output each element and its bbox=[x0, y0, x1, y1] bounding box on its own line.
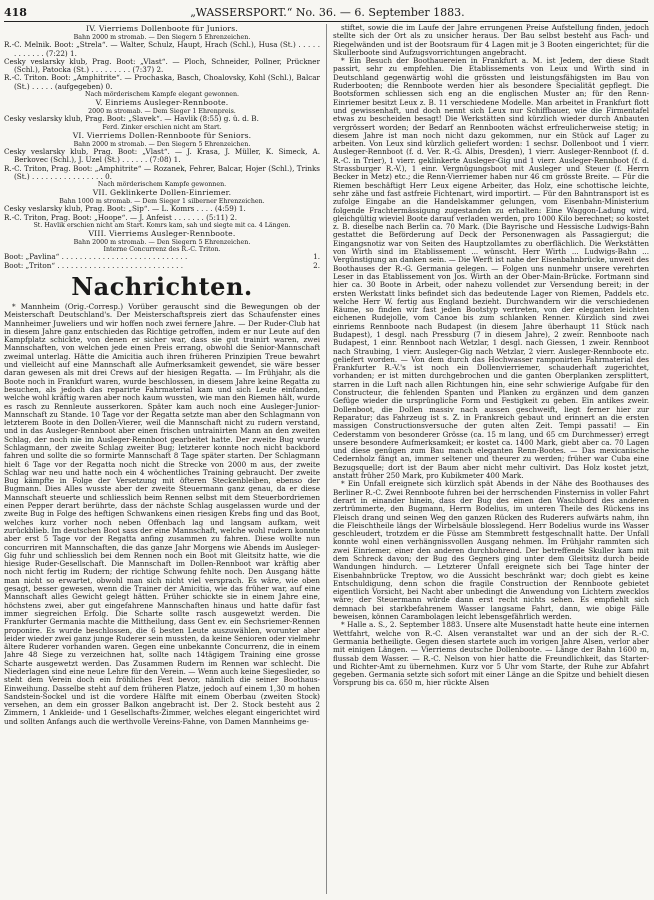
race-note: Interne Concurrenz des R.-C. Triton. bbox=[103, 246, 221, 254]
result-line: Cesky veslarsky klub, Prag. Boot: „Vlast“. — J. Krasa, J. Müller, K. Simeck, A. Berkovec (Schl.), J. Uzel (St.) . . . . . . (7:08) 1. bbox=[4, 146, 320, 165]
page-number: 418 bbox=[4, 5, 27, 19]
news-paragraph: stiftet, sowie die im Laufe der Jahre errungenen Preise Aufstellung finden, jedoch stellte sich der Ort als zu unsicher heraus. Der Bau selbst besteht aus Fach- und Riegelwänden und ist der Bootsraum für 4 Lagen mit je 3 Booten eingerichtet; für die Skullerboote sind Aufzugsvorrichtungen angebracht. bbox=[333, 24, 649, 57]
race-conditions: Bahn 1000 m stromab. — Dem Sieger 1 silberner Ehrenzeichen. bbox=[59, 198, 265, 206]
race-title: IV. Vierriems Dollenboote für Juniors. bbox=[86, 24, 238, 33]
race-title: VII. Geklinkerte Dollen-Einriemer. bbox=[92, 188, 232, 198]
race-remark: Nach mörderischem Kampfe elegant gewonnen. bbox=[84, 91, 240, 99]
left-column bbox=[4, 24, 320, 896]
page-header bbox=[4, 4, 648, 20]
masthead-line: „WASSERSPORT.“ No. 36. — 6. September 1883. bbox=[190, 5, 465, 19]
news-paragraph: * Mannheim (Orig.-Corresp.) Vorüber gerauscht sind die Bewegungen ob der Meisterschaft Deutschland's. Der Meisterschaftspreis ziert das Schaufenster eines Mannheimer Juweliers und wir hoffen noch zwei fernere Jahre. — Der Ruder-Club hat in diesem Jahre ganz entschieden das Richtige getroffen, indem er nur Leute auf den Kampfplatz schickte, von denen er sicher war, dass sie gut trainirt waren, zwei Mannschaften, von welchen jede einen Preis errang, obwohl die Senior-Mannschaft zweimal unterlag. Hätte die Amicitia auch ihren früheren Prinzipien Treue bewahrt und vielleicht auf eine Mannschaft alle Aufmerksamkeit gewendet, sie wäre besser daran gewesen als mit drei Crews auf der hiesigen Regatta. — Im Frühjahr, als die Boote noch in Frankfurt waren, wurde beschlossen, in diesem Jahre keine Regatta zu besuchen, als jedoch das reparirte Fahrmaterial kam und sich Leute einfanden, welche wohl kräftig waren aber noch kaum wussten, wie man den Riemen hält, wurde es rasch zu Rennleute ausserkoren. Später kam auch noch eine Ausleger-Junior-Mannschaft zu Stande. 10 Tage vor der Regatta setzte man aber den Schlagmann von letzterem Boote in den Dollen-Vierer, weil die Mannschaft nicht zu rudern verstand, und in das Ausleger-Rennboot aber einen frischen untrainirten Mann an den zweiten Schlag, der noch nie im Ausleger-Rennboot gearbeitet hatte. Der zweite Bug wurde Schlagmann, der zweite Schlag zweiter Bug; letzterer konnte noch nicht backbord fahren und sollte die so formirte Mannschaft 8 Tage später starten. Der Schlagmann hielt 6 Tage vor der Regatta noch nicht die Strecke von 2000 m aus, der zweite Schlag war neu und hatte noch ein 4 wöchentliches Training gebraucht. Der zweite Bug kämpfte in Folge der Versetzung mit öfteren Steckenbleiben, ebenso der Bugmann. Dies Alles wusste aber der zweite Steuermann ganz genau, da er diese Mannschaft steuerte und schliesslich beim Rennen selbst mit dem Steuerbordriemen einen Pepper derart berührte, dass der nächste Schlag ausgelassen wurde und der zweite Bug in Folge des heftigen Schwankens einen riesigen Krebs fing und das Boot, welches kurz vorher noch neben Offenbach lag und langsam aufkam, weit zurückblieb. Im deutschen Boot sass der eine Mannschaft, welche wohl rudern konnte aber erst 5 Tage vor der Regatta anfing zusammen zu fahren. Diese wollte nun concurriren mit Mannschaften, die das ganze Jahr Morgens wie Abends im Ausleger-Gig fuhr und schliesslich bei dem Rennen noch ein Boot mit Gleitsitz hatte, wie die hiesige Ruder-Gesellschaft. Die Mannschaft im Dollen-Rennboot war kräftig aber noch nicht fertig im Rudern; der richtige Schwung fehlte noch. Den Ausgang hätte man nicht so erwartet, obwohl man sich nicht viel versprach. Es wäre, wie oben gesagt, besser gewesen, wenn die Trainer der Amicitia, wie das früher war, auf eine Mannschaft alles Gewicht gelegt hätten. Früher schickte sie in einem Jahre eine, höchstens zwei, aber gut eingefahrene Mannschaften hinaus und hatte dafür fast immer siegreichen Erfolg. Die Scharte sollte rasch ausgewetzt werden. Die Frankfurter Germania machte die Mittheilung, dass Gent ev. ein Sechsriemer-Rennen proponire. Es wurde beschlossen, die 6 besten Leute auszuwählen, worunter aber leider wieder zwei ganz junge Ruderer sein mussten, da keine Senioren oder vielmehr ältere Ruderer vorhanden waren. Gegen eine unbekannte Concurrenz, die in einem Jahre 48 Siege zu verzeichnen hat, sollte nach 14tägigem Training eine grosse Scharte ausgewetzt werden. Das Zusammen Rudern im Rennen war schlecht. Die Niederlagen sind eine neue Lehre für den Verein. — Wenn auch keine Siegeslieder, so steht dem Verein doch ein fröhliches Fest bevor, nämlich die seiner Boothaus-Einweihung. Dasselbe steht auf dem früheren Platze, jedoch auf einem 1,30 m hohen Sandstein-Sockel und ist die vordere Hälfte mit einem Oberbau (zweiten Stock) versehen, an dem ein grosser Balkon angebracht ist. Der 2. Stock besteht aus 2 Zimmern, 1 Ankleide- und 1 Gesellschafts-Zimmer, welches elegant eingerichtet wird und sollten Anfangs auch die werthvolle Vereins-Fahne, von Damen Mannheims ge- bbox=[4, 301, 320, 726]
race-remark: Nach mörderischem Kampfe gewonnen. bbox=[97, 181, 227, 189]
header-rule bbox=[4, 21, 648, 22]
right-column bbox=[333, 24, 649, 896]
result-line: R.-C. Melnik. Boot: „Strela“. — Walter, Schulz, Haupt, Hrach (Schl.), Husa (St.) . . . . . . . . . . . . (7:22) 1. bbox=[4, 40, 320, 58]
news-paragraph: * Ein Besuch der Boothauereien in Frankfurt a. M. ist Jedem, der diese Stadt passirt, sehr zu empfehlen. Die Etablissements von Leux und Wirth sind in Deutschland gegenwärtig wohl die grössten und leistungsfähigsten im Bau von Ruderbooten; die Rennboote werden hier als besondere Specialität gepflegt. Die Bootsformen schliessen sich eng an die englischen Muster an; für den Renn-Einriemer besitzt Leux z. B. 11 verschiedene Modelle. Man arbeitet in Frankfurt flott und gewissenhaft, und doch nennt sich Leux nur Schiffbauer, wie die Firmentafel etwas zu bescheiden besagt! Die Werkstätten sind kürzlich wieder durch Anbauten vergrössert worden; der Bedarf an Rennbooten wächst erfreulicherweise stetig; in diesem Jahre ist man noch nicht dazu gekommen, nur ein Stück auf Lager zu arbeiten. Von Leux sind kürzlich geliefert worden: 1 sechsr. Dollenboot und 1 vierr. Ausleger-Rennboot (f. d. Ver. R.-G. Albis, Dresden), 1 vierr. Ausleger-Rennboot (f. d. R.-C. in Trier), 1 vierr. geklinkerte Ausleger-Gig und 1 vierr. Ausleger-Rennboot (f. d. Strassburger R.-V.), 1 einr. Vergnügungsboot mit Ausleger und Steuer (f. Herrn Becker in Metz) etc.; die Renn-Vierriemer haben nur 46 cm grösste Breite. — Für die Riemen beschäftigt Herr Leux eigene Arbeiter, das Holz, eine schottische leichte, sehr zähe und fast astfreie Fichtenart, wird importirt. — Für den Bahntransport ist es zufolge Eingabe an die Handelskammer gelungen, vom Eisenbahn-Ministerium folgende Frachtermässigung zugestanden zu erhalten: Eine Waggon-Ladung wird, gleichgültig wieviel Boote darauf verladen werden, pro 1000 Kilo berechnet; so kostet z. B. dieselbe nach Berlin ca. 70 Mark. (Die Bayrische und Hessische Ludwigs-Bahn gestattet die Beförderung auf Deck der Personenwagen als Passagiergut; die Eingangsnotiz war von Seiten des Hauptzollamtes zu oberflächlich. Die Werkstätten von Wirth sind im Etablissement ... wünscht. Herr Wirth ... Ludwigs-Bahn ... Vergünstigung an danken sein. — Die Werft ist nahe der Eisenbahnbrücke, unweit des Boothauses der R.-G. Germania gelegen. — Folgen uns nunmehr unsere verehrten Leser in das Etablissement von Jos. Wirth an der Ober-Main-Brücke. Fortmann sind hier ca. 30 Boote in Arbeit, oder nahezu vollendet zur Versendung bereit; in der ersten Werkstatt links befindet sich das bedeutende Lager von Riemen, Paddels etc. welche Herr W. fertig aus England bezieht. Durchwandern wir die verschiedenen Räume, so finden wir fast jeden Bootstyp vertreten, von der eleganten leichten eichenen Rudejolle, vom Canoe bis zum schlanken Renner. Kürzlich sind zwei einriems Rennboote nach Budapest (in diesem Jahre überhaupt 11 Stück nach Budapest), 1 desgl. nach Pressburg (7 in diesem Jahre), 2 zweir. Rennboote nach Budapest, 1 einr. Rennboot nach Wetzlar, 1 desgl. nach Giessen, 1 zweir. Rennboot nach Straubing, 1 vierr. Ausleger-Gig nach Wetzlar, 2 vierr. Ausleger-Rennboote etc. geliefert worden. — Von dem durch das Hochwasser ramponirten Fahrmaterial des Frankfurter R.-V.'s ist noch ein Dollenvierriemer, schauderhaft zugerichtet, vorhanden; er ist mitten durchgebrochen und die ganten Oberplanken zersplittert, starren in die Luft nach allen Richtungen hin, eine sehr schwierige Aufgabe für den Constructeur, die fehlenden Spanten und Planken zu ergänzen und dem ganzen Gefüge wieder die ursprüngliche Form und Festigkeit zu geben. Ein antikes zweir. Dollenboot, die Dollen massiv nach aussen geschweift, liegt ferner hier zur Reparatur; das Fahrzeug ist s. Z. in Frankreich gebaut und erinnert an die ersten massigen Constructionsversuche der guten alten Zeit. Tempi passati! — Ein Cederstamm von besonderer Grösse (ca. 15 m lang, und 65 cm Durchmesser) erregt unsere besondere Aufmerksamkeit; er kostet ca. 1400 Mark, giebt aber ca. 70 Lagen und diese genügen zum Bau manch eleganten Renn-Bootes. — Das mexicanische Cedernholz fängt an, immer seltener und theurer zu werden; früher war Cuba eine Bezugsquelle; dort ist der Baum aber nicht mehr cultivirt. Das Holz kostet jetzt, anstatt früher 250 Mark, pro Kubikmeter 400 Mark. bbox=[333, 56, 649, 481]
race-title: V. Einriems Ausleger-Rennboote. bbox=[95, 98, 229, 108]
result-line: R.-C. Triton, Prag. Boot: „Amphitrite“ — Rozanek, Fehrer, Balcar, Hojer (Schl.), Trinks (St.) . . . . . . . . . . . . . . . . 0. bbox=[4, 163, 320, 181]
race-title: VI. Vierriems Dollen-Rennboote für Seniors. bbox=[72, 130, 252, 140]
result-line: Cesky veslarsky klub, Prag. Boot: „Sip“. — L. Komrs . . . . (4:59) 1. bbox=[4, 204, 246, 214]
race-conditions: Bahn 2000 m stromab. — Den Siegern 5 Ehrenzeichen. bbox=[73, 34, 251, 42]
news-paragraph: * Halle a. S., 2. September 1883. Unsere alte Musenstadt hatte heute eine internen Wettfahrt, welche von R.-C. Alsen veranstaltet war und an der sich der R.-C. Germania betheiligte. Gegen diesen startete auch im vorigen Jahre Alsen, verlor aber mit einigen Längen. — Vierriems deutsche Dollenboote. — Länge der Bahn 1600 m, flussab dem Wasser. — R.-C. Nelson von hier hatte die Freundlichkeit, das Starter- und Richter-Amt zu übernehmen. Kurz vor 5 Uhr vom Starte, der Ruhe zur Abfahrt gegeben. Germania setzte sich sofort mit einer Länge an die Spitze und behielt diesen Vorsprung bis ca. 650 m, hier rückte Alsen bbox=[333, 620, 649, 688]
news-paragraph: * Ein Unfall ereignete sich kürzlich spät Abends in der Nähe des Boothauses des Berliner R.-C. Zwei Rennboote fuhren bei der herrschenden Finsterniss in voller Fahrt derart in einander hinein, dass der Bug des einen den Waschbord des anderen zertrümmerte, den Bugmann, Herrn Bodelius, im unteren Theile des Rückens ins Fleisch drang und seinen Weg den ganzen Rücken des Ruderers aufwärts nahm, ihn die Fleischtheile längs der Wirbelsäule blosslegend. Herr Bodelius wurde ins Wasser geschleudert, trotzdem er die Füsse am Stemmbrett festgeschnallt hatte. Der Unfall konnte wohl einen verhängnissvollen Ausgang nehmen. Im Frühjahr rammten sich zwei Einriemer, einer den anderen durchbohrend. Der betreffende Skuller kam mit dem Schreck davon; der Bug des Gegners ging unter dem Gleitsitz durch beide Wandungen hindurch. — Letzterer Unfall ereignete sich bei Tage hinter der Eisenbahnbrücke Treptow, wo die Aussicht beschränkt war; doch giebt es keine Entschuldigung, denn schon die fragile Construction der Rennboote gebietet eigentlich Vorsicht, bei Nacht aber unbedingt die Anwendung von Lichtern zwecklos wäre; der Steuermann würde dann erst recht nichts sehen. Es empfiehlt sich demnach bei starkbefahrenem Wasser langsame Fahrt, dann, wie obige Fälle beweisen, können Carambolagen leicht lebensgefährlich werden. bbox=[333, 479, 649, 622]
section-title: Nachrichten. bbox=[71, 271, 253, 301]
result-boat: Boot: „Triton“ . . . . . . . . . . . . . . . . . . . . . . . . . . . . bbox=[4, 260, 183, 270]
race-conditions: Bahn 2000 m stromab. — Den Siegern 5 Ehrenzeichen. bbox=[73, 239, 251, 247]
result-line: Cesky veslarsky klub, Prag. Boot: „Vlast“. — Ploch, Schneider, Pollner, Prückner (Schl.), Patocka (St.) . . . . . . . . . (7:37) 2. bbox=[4, 56, 320, 75]
result-line: R.-C. Triton, Prag. Boot: „Hoope“. — J. Anfeist . . . . . . . (5:11) 2. bbox=[4, 212, 238, 222]
race-conditions: Bahn 2000 m stromab. — Den Siegern 5 Ehrenzeichen. bbox=[73, 140, 251, 148]
race-remark: St. Havlik erschien nicht am Start. Komrs kam, sah und siegte mit ca. 4 Längen. bbox=[33, 222, 291, 230]
race-remark: Ferd. Zinker erschien nicht am Start. bbox=[102, 123, 222, 131]
result-place: 2. bbox=[313, 260, 320, 270]
race-conditions: 2000 m stromab. — Dem Sieger 1 Ehrenpreis. bbox=[88, 108, 236, 116]
column-separator bbox=[326, 24, 327, 894]
result-boat: Boot: „Pavlina“ . . . . . . . . . . . . . . . . . . . . . . . . . . . . bbox=[4, 252, 188, 262]
result-place: 1. bbox=[313, 252, 320, 262]
result-line: R.-C. Triton. Boot: „Amphitrite“. — Prochaska, Basch, Choalovsky, Kohl (Schl.), Balcar (St.) . . . . . (aufgegeben) 0. bbox=[4, 73, 320, 91]
race-title: VIII. Vierriems Ausleger-Rennboote. bbox=[88, 229, 236, 239]
result-line: Cesky veslarsky klub, Prag. Boot: „Slavek“. — Havlik (8:55) g. ü. d. B. bbox=[4, 114, 259, 124]
result-line bbox=[4, 262, 320, 270]
